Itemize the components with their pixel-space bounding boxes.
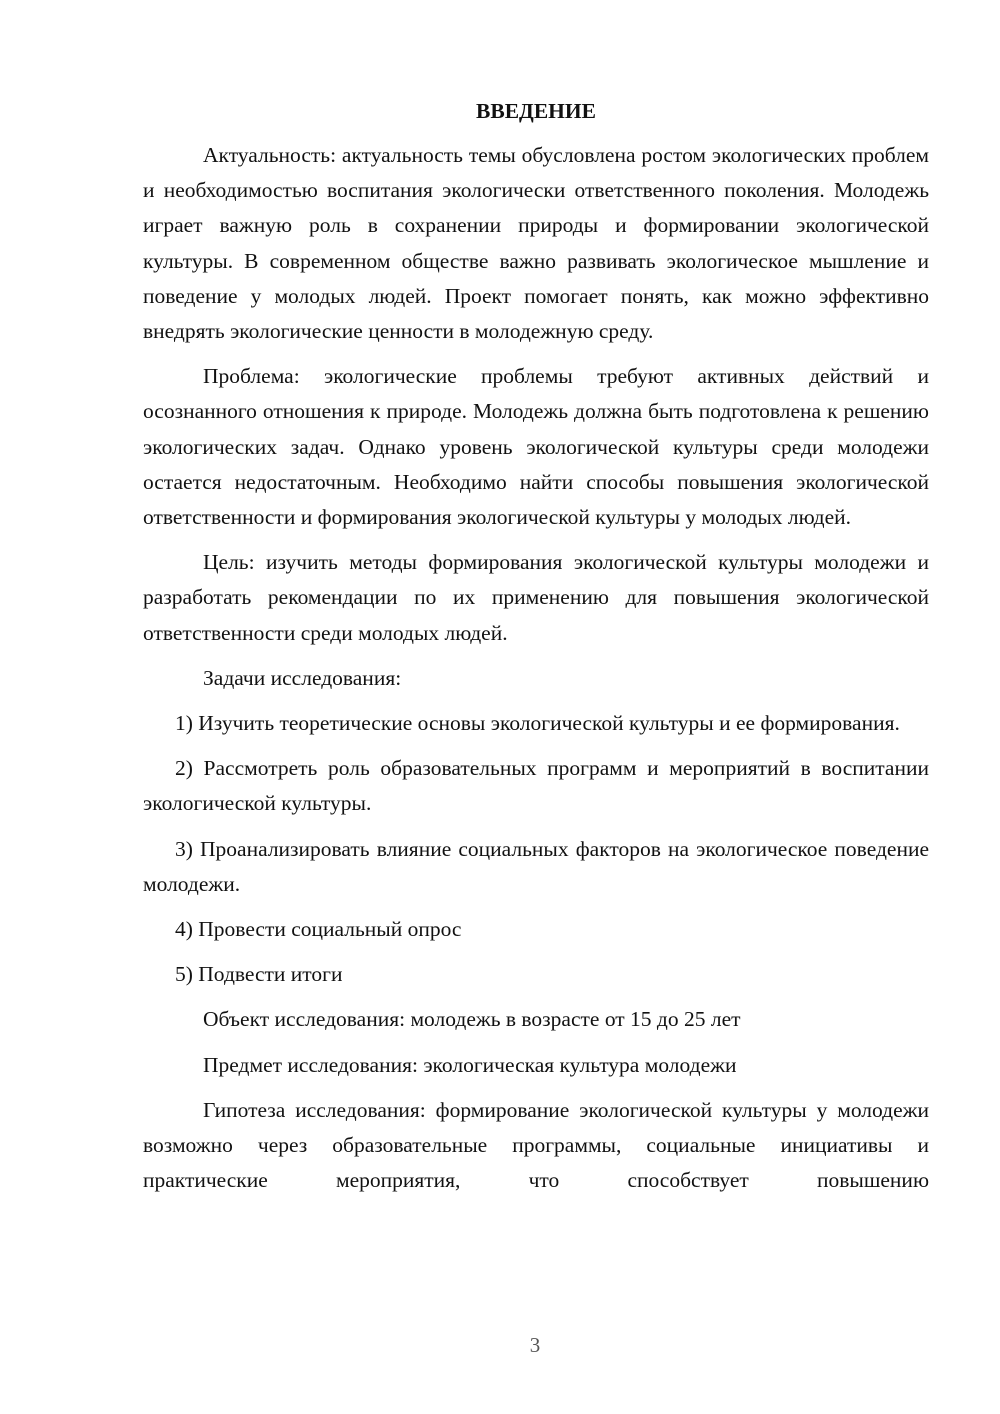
task-item: 2) Рассмотреть роль образовательных программ и мероприятий в воспитании экологической культуры.	[143, 756, 929, 816]
page-content	[143, 96, 929, 1208]
task-item: 1) Изучить теоретические основы экологической культуры и ее формирования.	[175, 711, 900, 736]
tasks-heading: Задачи исследования:	[203, 665, 402, 690]
task-item: 3) Проанализировать влияние социальных факторов на экологическое поведение молодежи.	[143, 836, 929, 896]
object-paragraph: Объект исследования: молодежь в возрасте от 15 до 25 лет	[203, 1007, 741, 1032]
relevance-paragraph: Актуальность: актуальность темы обусловлена ростом экологических проблем и необходимостью воспитания экологически ответственного поколения. Молодежь играет важную роль в сохранении природы и формировании экологической культуры. В современном обществе важно развивать экологическое мышление и поведение у молодых людей. Проект помогает понять, как можно эффективно внедрять экологические ценности в молодежную среду.	[143, 143, 929, 344]
goal-paragraph: Цель: изучить методы формирования экологической культуры молодежи и разработать рекомендации по их применению для повышения экологической ответственности среди молодых людей.	[143, 550, 929, 645]
section-title: ВВЕДЕНИЕ	[476, 99, 596, 123]
hypothesis-paragraph: Гипотеза исследования: формирование экологической культуры у молодежи возможно через образовательные программы, социальные инициативы и практические мероприятия, что способствует повышению	[143, 1097, 929, 1193]
problem-paragraph: Проблема: экологические проблемы требуют активных действий и осознанного отношения к природе. Молодежь должна быть подготовлена к решению экологических задач. Однако уровень экологической культуры среди молодежи остается недостаточным. Необходимо найти способы повышения экологической ответственности и формирования экологической культуры у молодых людей.	[143, 364, 929, 530]
task-item: 4) Провести социальный опрос	[175, 917, 462, 942]
subject-paragraph: Предмет исследования: экологическая культура молодежи	[203, 1052, 737, 1077]
page-number: 3	[529, 1333, 541, 1357]
task-item: 5) Подвести итоги	[175, 962, 343, 987]
